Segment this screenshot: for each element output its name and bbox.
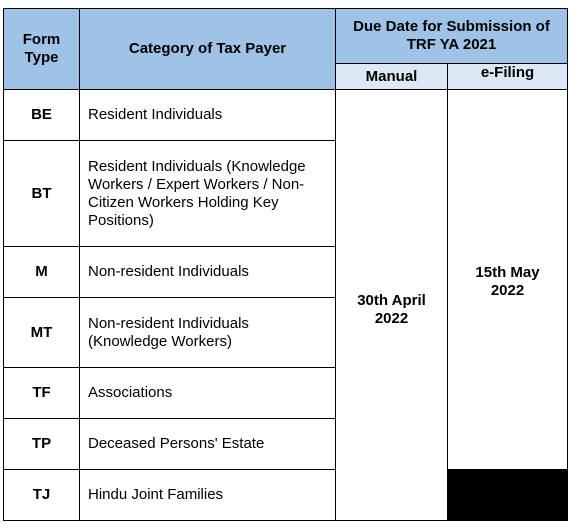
- manual-date-line2: 2022: [374, 310, 409, 327]
- form-type-cell: TJ: [4, 470, 80, 521]
- category-header: Category of Tax Payer: [80, 9, 336, 90]
- blocked-efiling-cell: [448, 470, 568, 521]
- form-type-cell: M: [4, 247, 80, 298]
- category-cell: Associations: [80, 368, 336, 419]
- efiling-date-line2: 2022: [490, 282, 525, 299]
- category-cell: Non-resident Individuals: [80, 247, 336, 298]
- form-type-cell: TF: [4, 368, 80, 419]
- form-type-cell: TP: [4, 419, 80, 470]
- efiling-date-line1: 15th May: [475, 264, 540, 281]
- manual-date-line1: 30th April: [357, 292, 426, 309]
- manual-header: Manual: [336, 64, 448, 90]
- form-type-cell: BT: [4, 141, 80, 247]
- category-cell: Resident Individuals: [80, 90, 336, 141]
- form-type-header: Form Type: [4, 9, 80, 90]
- due-date-header: Due Date for Submission of TRF YA 2021: [336, 9, 568, 64]
- form-type-cell: BE: [4, 90, 80, 141]
- category-cell: Hindu Joint Families: [80, 470, 336, 521]
- efiling-header: e-Filing: [448, 64, 568, 90]
- category-cell: Non-resident Individuals (Knowledge Workers): [80, 298, 336, 368]
- category-cell: Resident Individuals (Knowledge Workers / Expert Workers / Non-Citizen Workers Holding Key Positions): [80, 141, 336, 247]
- form-type-cell: MT: [4, 298, 80, 368]
- manual-due-date: [336, 90, 448, 521]
- category-cell: Deceased Persons' Estate: [80, 419, 336, 470]
- tax-due-date-table: [3, 8, 568, 521]
- efiling-due-date: [448, 90, 568, 470]
